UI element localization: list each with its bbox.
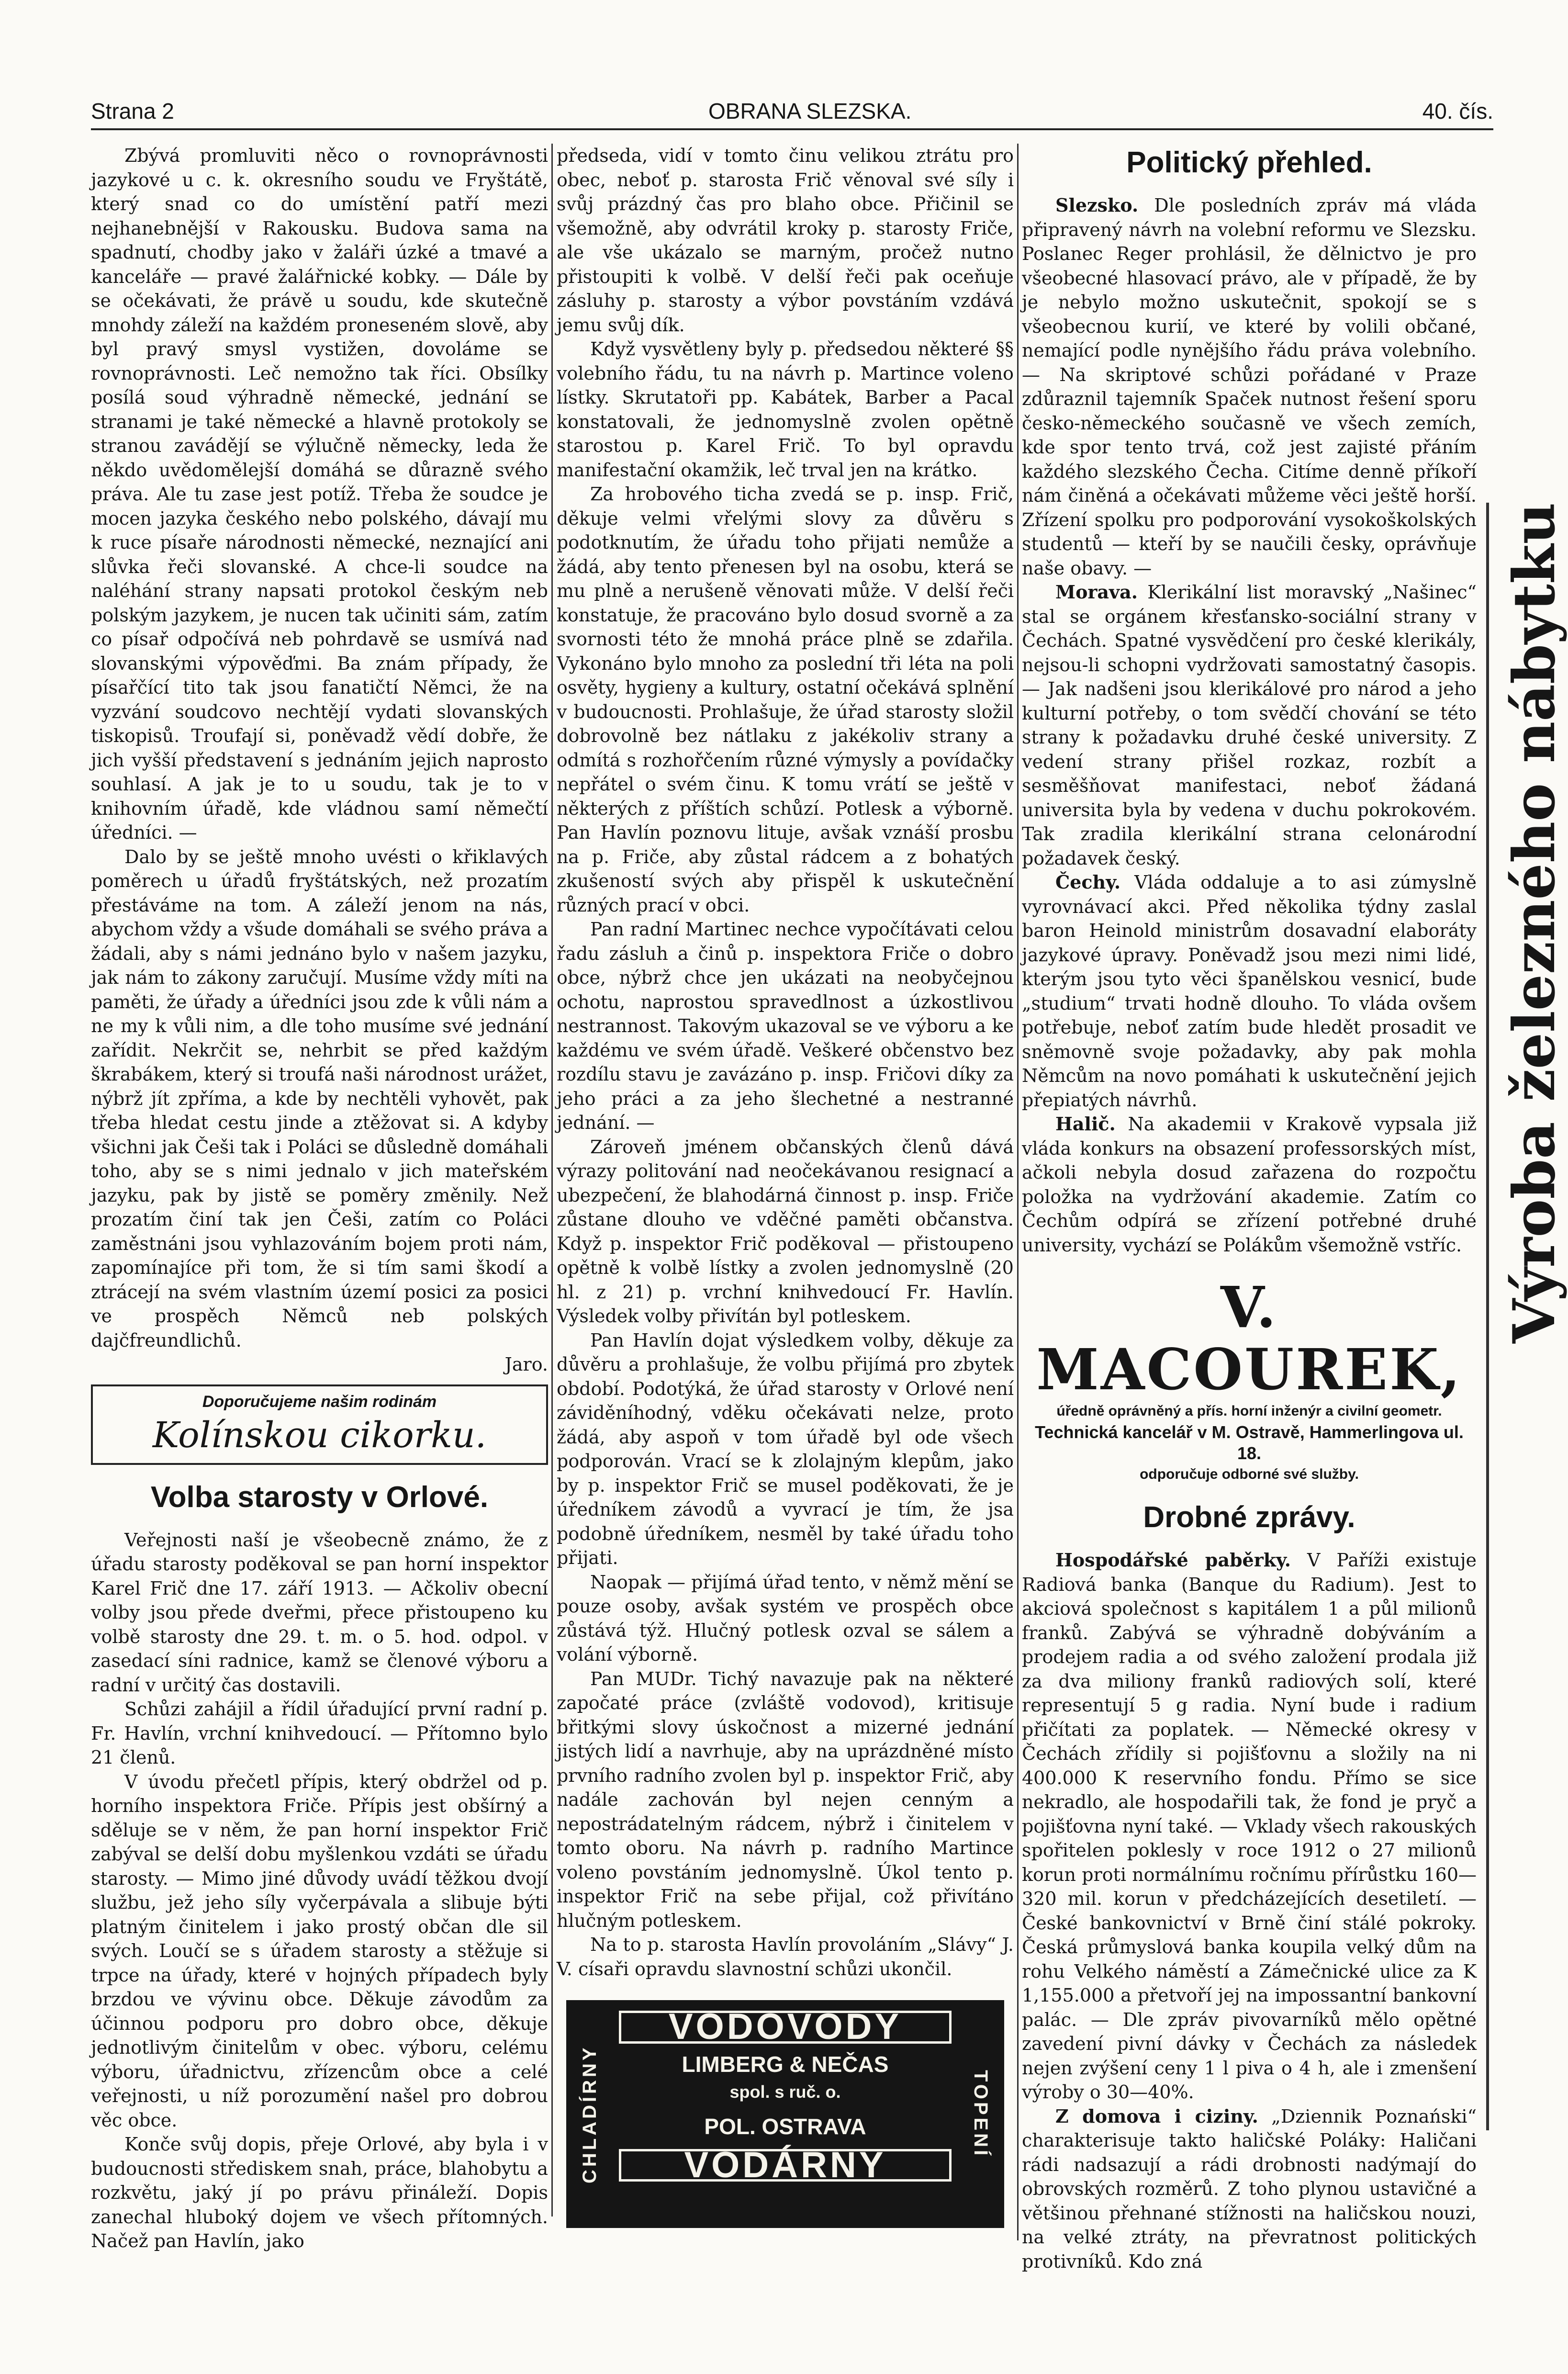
ad-side-left: CHLADÍRNY xyxy=(579,2045,600,2183)
article-paragraph: Když vysvětleny byly p. předsedou některé §§ volebního řádu, tu na návrh p. Martince voleno lístky. Skrutatoři pp. Kabátek, Barber a Pacal konstatovali, že jednomyslně zvolen opětně starostou p. Karel Frič. To byl opravdu manifestační okamžik, leč trval jen na krátko. xyxy=(557,338,1014,481)
column-3 xyxy=(1022,144,1477,2272)
article-paragraph: Zároveň jménem občanských členů dává výrazy politování nad neočekávanou resignací a ubezpečení, že blahodárná činnost p. insp. Friče zůstane dlouho ve vděčné paměti občanstva. Když p. inspektor Frič poděkoval — přistoupeno opětně k volbě lístky a zvolen jednomyslně (20 hl. z 21) p. vrchní knihvedoucí Fr. Havlín. Výsledek volby přivítán byl potleskem. xyxy=(557,1136,1014,1327)
news-text: „Dziennik Poznański“ charakterisuje takto haličské Poláky: Haličani rádi nadsazují a rádi drobnosti nadýmají do obrovských rozměrů. Z toho plynou ustavičné a většinou přehnané stížnosti na haličskou nouzi, na velké ztráty, na převratnost politických protivníků. Kdo zná xyxy=(1022,2105,1477,2272)
article-paragraph: Pan Havlín dojat výsledkem volby, děkuje za důvěru a prohlašuje, že volbu přijímá pro zbytek období. Podotýká, že úřad starosty v Orlové není záviděníhodný, vděku očekávati nelze, proto žádá, aby aspoň v tom úřadě byl ode všech podporován. Vrací se k zlolajným klepům, jako by p. inspektor Frič se musel poděkovati, že je úředníkem závodů a vyvrací je tím, že jsa podobně úředníkem, nesměl by také úřadu toho přijati. xyxy=(557,1329,1014,1568)
column-1 xyxy=(91,144,548,2251)
news-text: Dle posledních zpráv má vláda připravený návrh na volební reformu ve Slezsku. Poslanec Reger prohlásil, že dělnictvo je pro všeobecné hlasovací právo, ale v případě, že by je nebylo možno uskutečnit, spokojí se s všeobecnou kurií, ve které by volili občané, nemající podle nynějšího řádu práva volebního. — Na skriptové schůzi pořádané v Praze zdůraznil tajemník Spaček nutnost řešení sporu česko-německého současně ve všech zemích, kde spor tento trvá, což jest zajisté přáním každého slezského Čecha. Citíme denně příkoří nám činěná a očekávati můžeme věci ještě horší. Zřízení spolku pro podporování vysokoškolských studentů — kteří by se naučili česky, oprávňuje naše obavy. — xyxy=(1022,195,1477,579)
news-text: Na akademii v Krakově vypsala již vláda konkurs na obsazení professorských míst, ačkoli nebyla dosud zařazena do rozpočtu položka na vydržování akademie. Zatím co Čechům odpírá se zřízení potřebné druhé university, vychází se Polákům všemožně vstříc. xyxy=(1022,1114,1477,1256)
section-title: Drobné zprávy. xyxy=(1143,1501,1355,1534)
ad-bottom-heading: VODÁRNY xyxy=(619,2149,952,2182)
article-paragraph: Na to p. starosta Havlín provoláním „Slávy“ J. V. císaři opravdu slavnostní schůzi ukončil. xyxy=(557,1934,1014,1980)
ad-product-name: Kolínskou cikorku. xyxy=(152,1414,487,1456)
article-signature: Jaro. xyxy=(504,1354,548,1375)
ad-company-type: spol. s ruč. o. xyxy=(729,2081,841,2102)
column-2 xyxy=(557,144,1014,2226)
macourek-advertisement xyxy=(1022,1276,1477,1485)
header-rule xyxy=(91,128,1493,130)
ad-city: POL. OSTRAVA xyxy=(704,2114,866,2139)
news-item xyxy=(1022,870,1477,1112)
masthead-title: OBRANA SLEZSKA. xyxy=(708,99,912,124)
article-paragraph: Schůzi zahájil a řídil úřadující první radní p. Fr. Havlín, vrchní knihvedoucí. — Přítomno bylo 21 členů. xyxy=(91,1699,548,1768)
article-paragraph: Zbývá promluviti něco o rovnoprávnosti jazykové u c. k. okresního soudu ve Fryštátě, který snad co do umístění patří mezi nejhanebnější v Rakousku. Budova sama na spadnutí, chodby jako v žaláři úzké a tmavé a kanceláře — pravé žalářnické kobky. — Dále by se očekávati, že právě u soudu, kde skutečně mnohdy záleží na každém proneseném slově, aby byl pravý smysl vystižen, dovoláme se rovnoprávnosti. Leč nemožno tak říci. Obsílky posílá soud výhradně německé, jednání se stranami je také německé a hlavně protokoly se stranou zavádějí se výlučně německy, leda že někdo uvědomělejší domáhá se důrazně svého práva. Ale tu zase jest potíž. Třeba že soudce je mocen jazyka českého nebo polského, dávají mu k ruce písaře národnosti německé, neznající ani slůvka řeči slovanské. A chce-li soudce na naléhání strany napsati protokol českým neb polským jazykem, je nucen tak učiniti sám, zatím co písař odpočívá neb pohrdavě se usmívá nad slovanskými výpověďmi. Ba znám případy, že písařčící tito tak jsou fanatičtí Němci, že na vyzvání soudcovo nechtějí vydati slovanských tiskopisů. Troufají si, poněvadž vědí dobře, že jich vyšší představení s jednáním jejich naprosto souhlasí. A jak je to u soudu, tak je to v knihovním úřadě, kde vládnou samí němečtí úředníci. — xyxy=(91,145,548,843)
news-item xyxy=(1022,580,1477,870)
news-lead: Slezsko. xyxy=(1055,194,1139,216)
article-paragraph: Pan MUDr. Tichý navazuje pak na některé započaté práce (zvláště vodovod), kritisuje břitkými slovy úskočnost a mizerné jednání jistých lidí a navrhuje, aby na uprázdněné místo prvního radního zvolen byl p. inspektor Frič, aby nadále zachován byl nejen cenným a nepostrádatelným rádcem, nýbrž i činitelem v tomto oboru. Na návrh p. radního Martince voleno povstáním jednomyslně. Úkol tento p. inspektor Frič na sebe přijal, což přivítáno hlučným potleskem. xyxy=(557,1668,1014,1931)
column-divider-2 xyxy=(1017,144,1019,2240)
news-lead: Z domova i ciziny. xyxy=(1055,2105,1258,2127)
issue-number: 40. čís. xyxy=(1422,99,1493,124)
column-divider-1 xyxy=(551,144,553,2216)
article-paragraph: předseda, vidí v tomto činu velikou ztrátu pro obec, neboť p. starosta Frič věnoval své síly i svůj prázdný čas pro blaho obce. Přičinil se všemožně, aby odvrátil kroky p. starosty Friče, ale vše ukázalo se marným, pročež nutno přistoupiti k volbě. V delší řeči pak oceňuje zásluhy p. starosty a výbor povstáním vzdává jemu svůj dík. xyxy=(557,145,1014,336)
page-header xyxy=(91,98,1493,127)
article-paragraph: V úvodu přečetl přípis, který obdržel od p. horního inspektora Friče. Přípis jest obšírný a sděluje se v něm, že pan horní inspektor Frič zabýval se delší dobu myšlenkou vzdáti se úřadu starosty. — Mimo jiné důvody uvádí těžkou dvojí službu, jež jeho síly vyčerpávala a slibuje býti platným činitelem i jako prostý občan dle sil svých. Loučí se s úřadem starosty a stěžuje si trpce na úřady, které v hojných případech byly brzdou ve vývinu obce. Děkuje závodům za účinnou podporu pro dobro obce, děkuje jednotlivým činitelům v obec. výboru, celému výboru, úřadnictvu, zřízencům obce a celé veřejnosti, u níž porozumění našel pro dobrou věc obce. xyxy=(91,1771,548,2131)
news-item xyxy=(1022,193,1477,580)
news-text: Klerikální list moravský „Našinec“ stal se orgánem křesťansko-sociální strany v Čechách. Spatné vysvědčení pro české klerikály, nejsou-li schopni vydržovati samostatný časopis. — Jak nadšeni jsou klerikálové pro národ a jeho kulturní potřeby, o tom svědčí chování se této strany k požadavku druhé české university. Z vedení strany přišel rozkaz, rozbít a sesměšňovat manifestaci, neboť žádaná universita byla by vedena v duchu pokrokovém. Tak zradila klerikální strana celonárodní požadavek český. xyxy=(1022,582,1477,869)
article-title: Volba starosty v Orlové. xyxy=(150,1480,489,1514)
ad-top-heading: VODOVODY xyxy=(619,2011,952,2044)
ad-line-3: odporučuje odborné své služby. xyxy=(1140,1466,1359,1482)
news-lead: Čechy. xyxy=(1055,871,1121,893)
article-paragraph: Naopak — přijímá úřad tento, v němž mění se pouze osoby, avšak systém ve prospěch obce zůstává týž. Hlučný potlesk ozval se sálem a volání výborně. xyxy=(557,1571,1014,1665)
article-paragraph: Pan radní Martinec nechce vypočítávati celou řadu zásluh a činů p. inspektora Friče o dobro obce, nýbrž chce jen ukázati na neobyčejnou ochotu, naprostou spravedlnost a úzkostlivou nestrannost. Takovým ukazoval se ve výboru a ke každému ve svém úřadě. Veškeré občenstvo bez rozdílu stavu je zavázáno p. insp. Fričovi díky za jeho práci a za jeho šlechetné a nestranné jednání. — xyxy=(557,919,1014,1133)
news-text: Vláda oddaluje a to asi zúmyslně vyrovnávací akci. Před několika týdny zaslal baron Heinold ministrům dosavadní elaboráty jazykové úpravy. Poněvadž jsou mezi nimi lidé, kterým jsou tyto věci španělskou vesnicí, bude „studium“ trvati hodně dlouho. To vláda ovšem potřebuje, neboť zatím bude hledět prosadit ve sněmovně svoje požadavky, aby pak mohla Němcům na novo pomáhati k uskutečnění jejich přepiatých návrhů. xyxy=(1022,872,1477,1111)
strip-text: Výroba železného nábytku xyxy=(1501,503,1568,1344)
article-paragraph: Dalo by se ještě mnoho uvésti o křiklavých poměrech u úřadů fryštátských, než prozatím přestáváme na tom. A záleží jenom na nás, abychom vždy a všude domáhali se svého práva a žádali, aby s námi jednáno bylo v našem jazyku, jak nám to zákony zaručují. Musíme vždy míti na paměti, že úřady a úředníci jsou zde k vůli nám a ne my k vůli nim, a dle toho musíme své jednání zařídit. Nekrčit se, nehrbit se před každým škrabákem, který si troufá naši národnost urážet, nýbrž jít zpříma, a kde by nechtěli vyhovět, pak třeba hledat cestu jinde a ztěžovat si. A kdyby všichni jak Češi tak i Poláci se důsledně domáhali toho, aby se s nimi jednalo v jich mateřském jazyku, pak by jistě se poměry změnily. Než prozatím činí tak jen Češi, zatím co Poláci zaměstnáni jsou vyhlazováním bojem proti nám, zapomínajíce při tom, že si tím sami škodí a ztrácejí na svém vlastním území posici za posici ve prospěch Němců neb polských dajčfreundlichů. xyxy=(91,846,548,1351)
news-item xyxy=(1022,1548,1477,2104)
news-lead: Morava. xyxy=(1055,581,1138,603)
ad-center xyxy=(619,2006,952,2185)
waterworks-advertisement xyxy=(566,2000,1004,2228)
ad-name: V. MACOUREK, xyxy=(1036,1274,1462,1403)
side-advertisement-strip xyxy=(1481,503,1568,2178)
ad-side-right: TOPENÍ xyxy=(970,2070,991,2159)
section-title: Politický přehled. xyxy=(1126,146,1372,179)
article-paragraph: Konče svůj dopis, přeje Orlové, aby byla i v budoucnosti střediskem snah, práce, blahobytu a rozkvětu, jaký jí po právu přináleží. Dopis zanechal hluboký dojem ve všech přítomných. Načež pan Havlín, jako xyxy=(91,2134,548,2251)
ad-recommend-text: Doporučujeme našim rodinám xyxy=(202,1392,437,1411)
news-text: V Paříži existuje Radiová banka (Banque du Radium). Jest to akciová společnost s kapitálem 1 a půl milionů franků. Zabývá se výhradně dobýváním a prodejem radia a od svého založení prodala již za dva miliony franků radiových solí, které representují 5 g radia. Nyní bude i radium přičítati za poplatek. — Německé okresy v Čechách zřídily si pojišťovnu a složily na ni 400.000 K reservního fondu. Přímo se sice nekradlo, ale hospodařili tak, že fond je pryč a pojišťovna nyní také. — Vklady všech rakouských spořitelen poklesly v roce 1912 o 27 milionů korun proti normálnímu ročnímu přírůstku 160—320 mil. korun v předcházejících desetiletí. — České bankovnictví v Brně činí stálé pokroky. Česká průmyslová banka koupila velký dům na rohu Velkého náměstí a Zámečnické ulice za K 1,155.000 a přetvoří jej na impossantní bankovní palác. — Dle zpráv pivovarníků mělo opětné zavedení pivní dávky v Čechách za následek nejen zvýšení ceny 1 l piva o 4 h, ale i zmenšení výroby o 30—40%. xyxy=(1022,1550,1477,2103)
article-paragraph: Za hrobového ticha zvedá se p. insp. Frič, děkuje velmi vřelými slovy za důvěru s podotknutím, že úřadu toho přijati nemůže a žádá, aby tento přenesen byl na osobu, která se mu plně a nerušeně věnovati může. V delší řeči konstatuje, že pracováno bylo dosud svorně a za svornosti této že mnohá práce plně se zdařila. Vykonáno bylo mnoho za poslední tři léta na poli osvěty, hygieny a kultury, ostatní očekává splnění v budoucnosti. Prohlašuje, že úřad starosty složil dobrovolně bez nátlaku z jakékoliv strany a odmítá s rozhořčením různé výmysly a povídačky nepřátel o svém činu. K tomu vrátí se ještě v některých z příštích schůzí. Potlesk a výborně. Pan Havlín poznovu lituje, avšak vznáší prosbu na p. Friče, aby zůstal rádcem a z bohatých zkušeností svých aby přispěl k uskutečnění různých prací v obci. xyxy=(557,484,1014,916)
news-lead: Hospodářské paběrky. xyxy=(1055,1549,1291,1571)
news-lead: Halič. xyxy=(1055,1113,1116,1135)
strip-rule xyxy=(1486,503,1489,2130)
article-paragraph: Veřejnosti naší je všeobecně známo, že z úřadu starosty poděkoval se pan horní inspektor Karel Frič dne 17. září 1913. — Ačkoliv obecní volby jsou přede dveřmi, přece přistoupeno ku volbě starosty dne 29. t. m. o 5. hod. odpol. v zasedací síni radnice, kamž se členové výboru a radní v určitý čas dostavili. xyxy=(91,1529,548,1696)
news-item xyxy=(1022,2104,1477,2274)
news-item xyxy=(1022,1112,1477,1257)
chicory-advertisement xyxy=(91,1384,548,1465)
ad-line-2: Technická kancelář v M. Ostravě, Hammerlingova ul. 18. xyxy=(1035,1422,1464,1463)
ad-line-1: úředně oprávněný a přís. horní inženýr a civilní geometr. xyxy=(1056,1403,1442,1419)
ad-firm-name: LIMBERG & NEČAS xyxy=(682,2051,889,2077)
page-number: Strana 2 xyxy=(91,99,174,124)
